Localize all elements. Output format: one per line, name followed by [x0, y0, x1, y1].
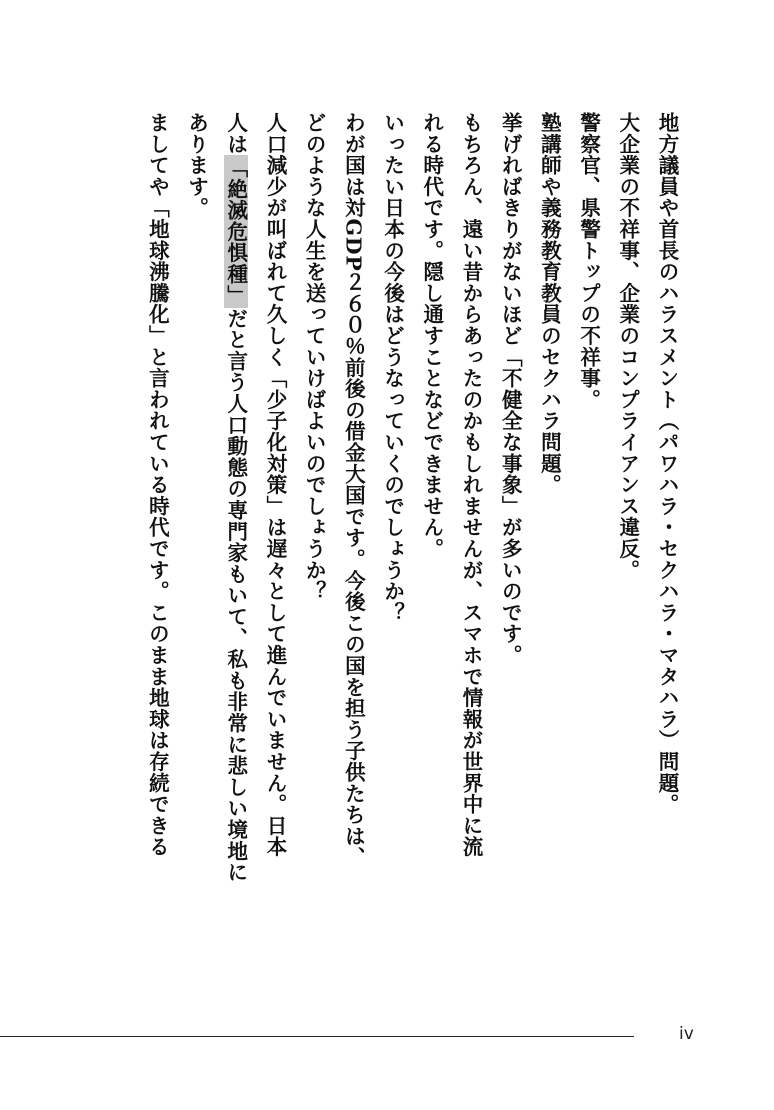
line-start: 人は — [223, 112, 248, 155]
footer-rule — [0, 1036, 634, 1037]
page-number: iv — [679, 1024, 694, 1044]
text-line: れる時代です。隠し通すことなどできません。 — [419, 112, 444, 560]
text-line: もちろん、遠い昔からあったのかもしれませんが、スマホで情報が世界中に流 — [458, 112, 483, 858]
text-line: わが国は対GDP２６０％前後の借金大国です。今後この国を担う子供たちは、 — [341, 112, 366, 868]
text-line: どのような人生を送っていけばよいのでしょうか？ — [302, 112, 327, 602]
text-line: 警察官、県警トップの不祥事。 — [576, 112, 601, 411]
text-line: 挙げればきりがないほど「不健全な事象」が多いのです。 — [498, 112, 523, 666]
text-line: 塾講師や義務教育教員のセクハラ問題。 — [537, 112, 562, 496]
text-line: ましてや「地球沸騰化」と言われている時代です。このまま地球は存続できる — [145, 112, 170, 858]
text-line: 大企業の不祥事、企業のコンプライアンス違反。 — [615, 112, 640, 581]
vertical-body-text — [137, 112, 686, 883]
text-line: あります。 — [184, 112, 209, 219]
highlighted-phrase: 「絶滅危惧種」 — [223, 156, 248, 306]
line-end: だと言う人口動態の専門家もいて、私も非常に悲しい境地に — [223, 307, 248, 883]
text-line-with-highlight — [216, 112, 255, 883]
text-line: 人口減少が叫ばれて久しく「少子化対策」は遅々として進んでいません。日本 — [262, 112, 287, 858]
text-line: 地方議員や首長のハラスメント（パワハラ・セクハラ・マタハラ）問題。 — [655, 112, 679, 815]
text-line: いったい日本の今後はどうなっていくのでしょうか？ — [380, 112, 405, 624]
